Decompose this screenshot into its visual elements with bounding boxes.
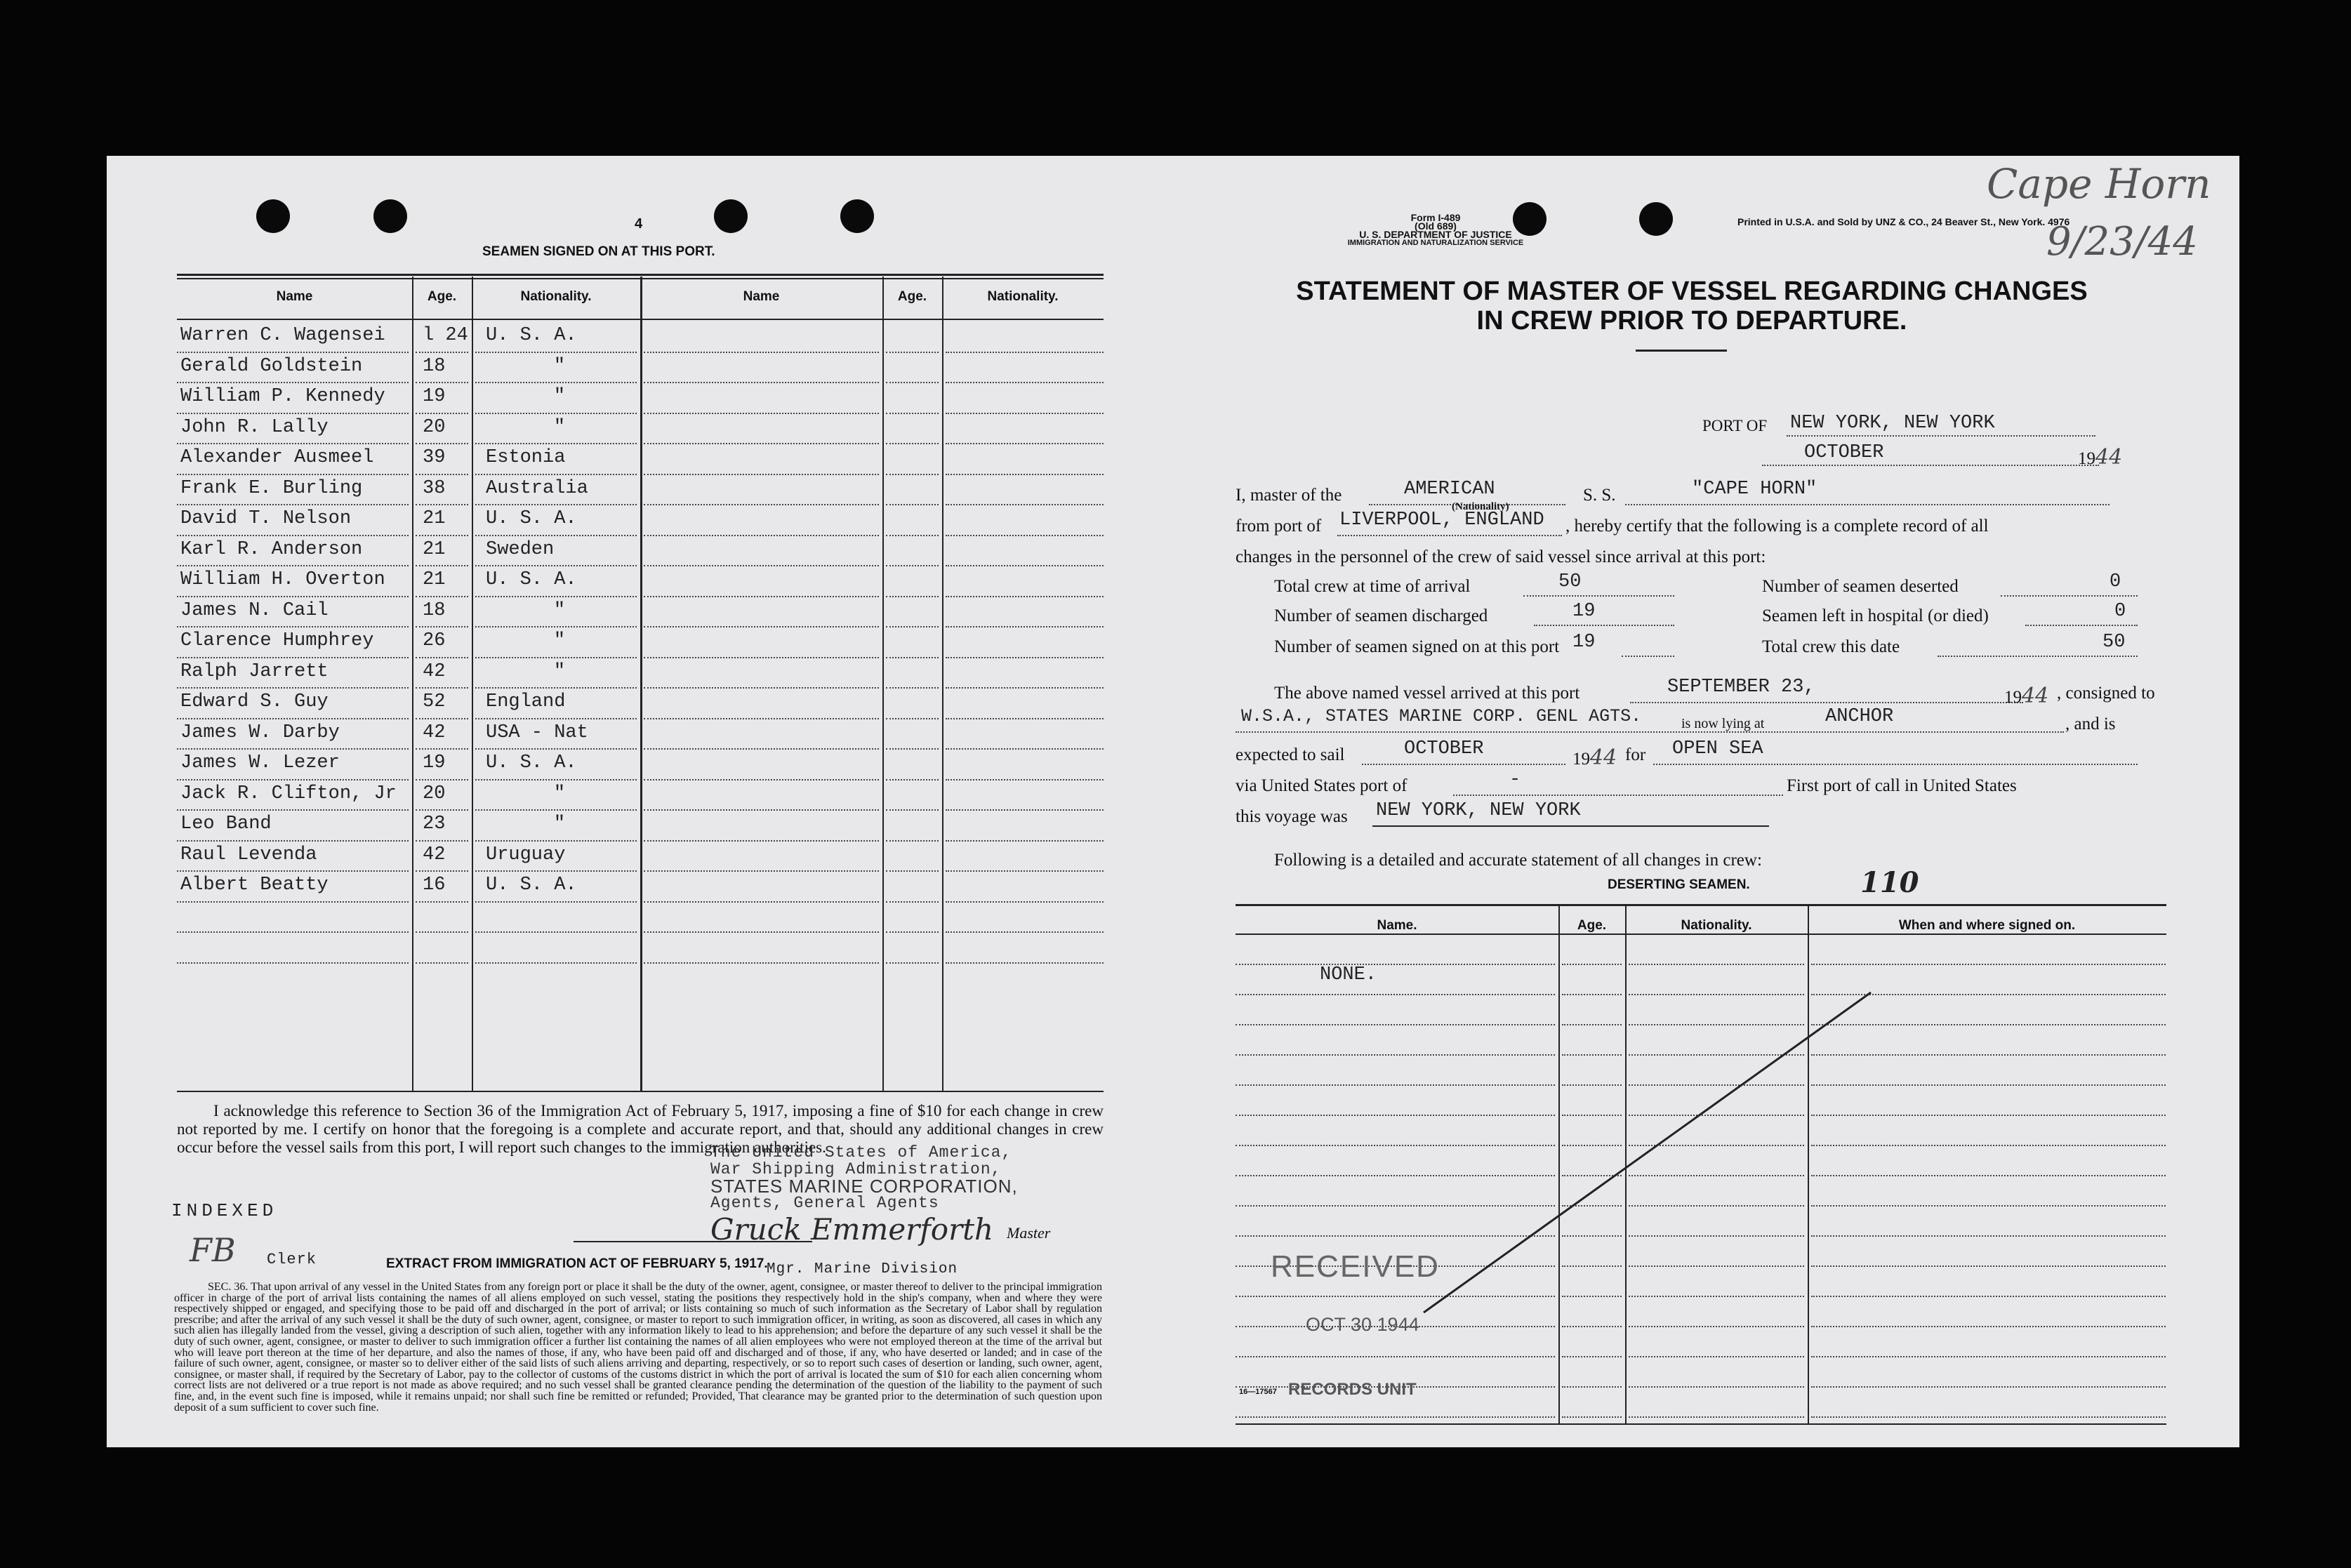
seaman-name: James W. Lezer	[180, 752, 340, 773]
from-port-label: from port of	[1236, 517, 1322, 536]
col-age-2: Age.	[897, 289, 927, 304]
right-page	[1158, 156, 2239, 1447]
lying-value: ANCHOR	[1825, 706, 1894, 727]
seaman-nationality: "	[553, 660, 566, 682]
seaman-name: Ralph Jarrett	[180, 660, 329, 682]
col-nationality-2: Nationality.	[987, 289, 1059, 304]
expected-label: expected to sail	[1236, 745, 1345, 764]
from-port-value: LIVERPOOL, ENGLAND	[1339, 510, 1544, 531]
seaman-name: James N. Cail	[180, 599, 329, 621]
seaman-age: 26	[423, 630, 446, 651]
hospital-label: Seamen left in hospital (or died)	[1762, 606, 1989, 625]
handwritten-count: 110	[1860, 866, 1919, 899]
received-stamp: RECEIVED	[1271, 1249, 1440, 1284]
page-heading: SEAMEN SIGNED ON AT THIS PORT.	[482, 244, 715, 259]
col-nationality: Nationality.	[520, 289, 592, 304]
seaman-name: Albert Beatty	[180, 875, 329, 896]
arrived-year: 1944	[2004, 684, 2049, 708]
seaman-nationality: U. S. A.	[486, 752, 577, 773]
punch-hole	[714, 199, 748, 233]
seaman-nationality: "	[553, 416, 566, 438]
seaman-name: Gerald Goldstein	[180, 355, 363, 377]
seaman-nationality: England	[486, 691, 566, 712]
consignee-value: W.S.A., STATES MARINE CORP. GENL AGTS.	[1241, 706, 1642, 726]
nationality-value: AMERICAN	[1404, 479, 1495, 500]
punch-hole	[840, 199, 874, 233]
page-number: 4	[635, 216, 643, 232]
seaman-name: Raul Levenda	[180, 844, 317, 865]
via-value: -	[1509, 769, 1521, 790]
seaman-nationality: "	[553, 386, 566, 407]
certify-text: , hereby certify that the following is a complete record of all	[1565, 517, 1989, 536]
handwritten-vessel-name: Cape Horn	[1987, 160, 2211, 208]
port-of-label: PORT OF	[1702, 417, 1768, 434]
desert-col-age: Age.	[1577, 918, 1607, 933]
handwritten-date: 9/23/44	[2046, 219, 2198, 265]
none-entry: NONE.	[1320, 964, 1377, 985]
consigned-label: , consigned to	[2057, 684, 2155, 703]
seaman-nationality: Estonia	[486, 447, 566, 468]
seaman-name: John R. Lally	[180, 416, 329, 438]
seaman-nationality: Australia	[486, 477, 588, 499]
desert-col-name: Name.	[1377, 918, 1417, 933]
signed-on-label: Number of seamen signed on at this port	[1274, 637, 1560, 656]
desert-col-signed-on: When and where signed on.	[1898, 918, 2076, 933]
for-value: OPEN SEA	[1672, 738, 1763, 759]
form-number: 16—17567	[1239, 1388, 1277, 1396]
date-month-value: OCTOBER	[1804, 442, 1884, 463]
hospital-value: 0	[2114, 601, 2126, 622]
seaman-name: Clarence Humphrey	[180, 630, 374, 651]
seaman-name: Edward S. Guy	[180, 691, 329, 712]
seaman-age: 23	[423, 813, 446, 835]
port-of-value: NEW YORK, NEW YORK	[1790, 413, 1995, 434]
arrived-label: The above named vessel arrived at this port	[1274, 684, 1580, 703]
nationality-caption: (Nationality)	[1452, 501, 1509, 512]
seaman-age: l 24	[423, 325, 468, 346]
seaman-name: Leo Band	[180, 813, 272, 835]
discharged-value: 19	[1572, 601, 1596, 622]
punch-hole	[256, 199, 290, 233]
seaman-name: Alexander Ausmeel	[180, 447, 374, 468]
agent-stamp-division: Mgr. Marine Division	[767, 1261, 958, 1277]
master-label: Master	[1007, 1224, 1051, 1242]
certify-text-2: changes in the personnel of the crew of said vessel since arrival at this port:	[1236, 547, 1766, 566]
seaman-age: 39	[423, 447, 446, 468]
received-date-stamp: OCT 30 1944	[1306, 1314, 1419, 1335]
seaman-name: Warren C. Wagensei	[180, 325, 385, 346]
total-arrival-label: Total crew at time of arrival	[1274, 577, 1471, 596]
seaman-age: 16	[423, 875, 446, 896]
ss-label: S. S.	[1583, 486, 1616, 505]
seaman-nationality: Sweden	[486, 538, 555, 560]
date-year: 1944	[2078, 445, 2123, 470]
seaman-nationality: "	[553, 355, 566, 377]
seaman-name: James W. Darby	[180, 722, 340, 743]
seaman-age: 21	[423, 538, 446, 560]
master-of-label: I, master of the	[1236, 486, 1342, 505]
records-unit-stamp: RECORDS UNIT	[1288, 1380, 1417, 1399]
discharged-label: Number of seamen discharged	[1274, 606, 1488, 625]
seaman-name: Karl R. Anderson	[180, 538, 363, 560]
form-title: STATEMENT OF MASTER OF VESSEL REGARDING CHANGES IN CREW PRIOR TO DEPARTURE.	[1296, 277, 2088, 335]
col-age: Age.	[427, 289, 457, 304]
expected-value: OCTOBER	[1404, 738, 1484, 759]
col-name-2: Name	[743, 289, 780, 304]
seaman-name: Jack R. Clifton, Jr	[180, 783, 397, 804]
printer-line: Printed in U.S.A. and Sold by UNZ & CO., 24 Beaver St., New York. 4976	[1737, 216, 2070, 227]
seaman-age: 21	[423, 569, 446, 590]
total-arrival-value: 50	[1558, 571, 1582, 592]
expected-year: 1944	[1572, 745, 1617, 770]
seaman-nationality: U. S. A.	[486, 875, 577, 896]
form-header: Form I-489 (Old 689) U. S. DEPARTMENT OF JUSTICE IMMIGRATION AND NATURALIZATION SERVICE	[1347, 212, 1524, 247]
seaman-nationality: Uruguay	[486, 844, 566, 865]
deserting-heading: DESERTING SEAMEN.	[1608, 877, 1750, 892]
seaman-name: David T. Nelson	[180, 508, 352, 529]
desert-col-nationality: Nationality.	[1681, 918, 1752, 933]
seaman-nationality: U. S. A.	[486, 569, 577, 590]
seaman-age: 19	[423, 386, 446, 407]
vessel-name-value: "CAPE HORN"	[1692, 479, 1817, 500]
seaman-nationality: "	[553, 783, 566, 804]
total-date-value: 50	[2102, 632, 2126, 653]
for-label: for	[1625, 745, 1646, 764]
master-signature: Gruck Emmerforth	[710, 1212, 994, 1247]
seaman-age: 20	[423, 416, 446, 438]
signed-on-value: 19	[1572, 632, 1596, 653]
seaman-age: 18	[423, 599, 446, 621]
acknowledgement-text: I acknowledge this reference to Section 36 of the Immigration Act of February 5, 1917, imposing a fine of $10 for each change in crew not reported by me. I certify on honor that the foregoing is a complete and accurate report, and that, should any additional changes in crew occur before the vessel sails from this port, I will report such changes to the immigration authorities.	[177, 1102, 1104, 1156]
seaman-age: 42	[423, 844, 446, 865]
seaman-name: Frank E. Burling	[180, 477, 363, 499]
seaman-nationality: "	[553, 630, 566, 651]
seaman-age: 38	[423, 477, 446, 499]
seaman-age: 19	[423, 752, 446, 773]
clerk-initials: FB	[190, 1231, 236, 1269]
voyage-label: this voyage was	[1236, 807, 1348, 826]
section-36-text: SEC. 36. That upon arrival of any vessel in the United States from any foreign port or place it shall be the duty of the owner, agent, consignee, or master thereof to deliver to the principal immigration officer in charge of the port of arrival lists containing the names of all aliens employed on such vessel, stating the positions they respectively hold in the ship's company, when and where they were respectively shipped or engaged, and specifying those to be paid off and discharged in the port of arrival; or lists containing so much of such information as the Secretary of Labor shall by regulation prescribe; and after the arrival of any such vessel it shall be the duty of such owner, agent, consignee, or master to report to such immigration officer, in writing, as soon as discovered, all cases in which any such alien has illegally landed from the vessel, giving a description of such alien, together with any information likely to lead to his apprehension; and before the departure of any such vessel it shall be the duty of such owner, agent, consignee, or master to deliver to such immigration officer a further list containing the names of all alien employees who were not employed thereon at the time of the arrival but who will leave port thereon at the time of her departure, and also the names of those, if any, who have been paid off and discharged and of those, if any, who have deserted or landed; and in case of the failure of such owner, agent, consignee, or master so to deliver either of the said lists of such aliens arriving and departing, respectively, or so to report such cases of desertion or landing, such owner, agent, consignee, or master shall, if required by the Secretary of Labor, pay to the collector of customs of the customs district in which the port of arrival is located the sum of $10 for each alien concerning whom correct lists are not delivered or a true report is not made as above required; and no such vessel shall be granted clearance pending the determination of the question of the liability to the payment of such fine, and, in the event such fine is imposed, while it remains unpaid; nor shall such fine be remitted or refunded; Provided, That clearance may be granted prior to the determination of such question upon deposit of a sum sufficient to cover such fine.	[174, 1281, 1102, 1414]
punch-hole	[373, 199, 407, 233]
seaman-age: 18	[423, 355, 446, 377]
left-page	[107, 156, 1175, 1447]
seaman-nationality: "	[553, 599, 566, 621]
agent-stamp: The United States of America, War Shipping Administration, STATES MARINE CORPORATION, Agents, General Agents	[710, 1143, 1018, 1212]
clerk-label: Clerk	[267, 1251, 317, 1268]
extract-title: EXTRACT FROM IMMIGRATION ACT OF FEBRUARY 5, 1917.	[386, 1256, 768, 1271]
via-label: via United States port of	[1236, 776, 1408, 795]
first-port-label: First port of call in United States	[1787, 776, 2017, 795]
seaman-nationality: U. S. A.	[486, 325, 577, 346]
deserted-label: Number of seamen deserted	[1762, 577, 1959, 596]
and-is-label: , and is	[2065, 715, 2116, 733]
seaman-nationality: "	[553, 813, 566, 835]
seaman-nationality: U. S. A.	[486, 508, 577, 529]
seaman-age: 42	[423, 722, 446, 743]
seaman-age: 20	[423, 783, 446, 804]
seaman-name: William P. Kennedy	[180, 386, 385, 407]
arrived-value: SEPTEMBER 23,	[1667, 677, 1815, 698]
indexed-stamp: INDEXED	[171, 1200, 278, 1221]
total-date-label: Total crew this date	[1762, 637, 1900, 656]
lying-label: is now lying at	[1681, 716, 1765, 731]
seaman-age: 52	[423, 691, 446, 712]
seaman-age: 42	[423, 660, 446, 682]
col-name: Name	[276, 289, 313, 304]
following-text: Following is a detailed and accurate statement of all changes in crew:	[1274, 851, 1762, 870]
seaman-name: William H. Overton	[180, 569, 385, 590]
seaman-nationality: USA - Nat	[486, 722, 588, 743]
deserted-value: 0	[2110, 571, 2121, 592]
seaman-age: 21	[423, 508, 446, 529]
voyage-value: NEW YORK, NEW YORK	[1376, 800, 1581, 821]
